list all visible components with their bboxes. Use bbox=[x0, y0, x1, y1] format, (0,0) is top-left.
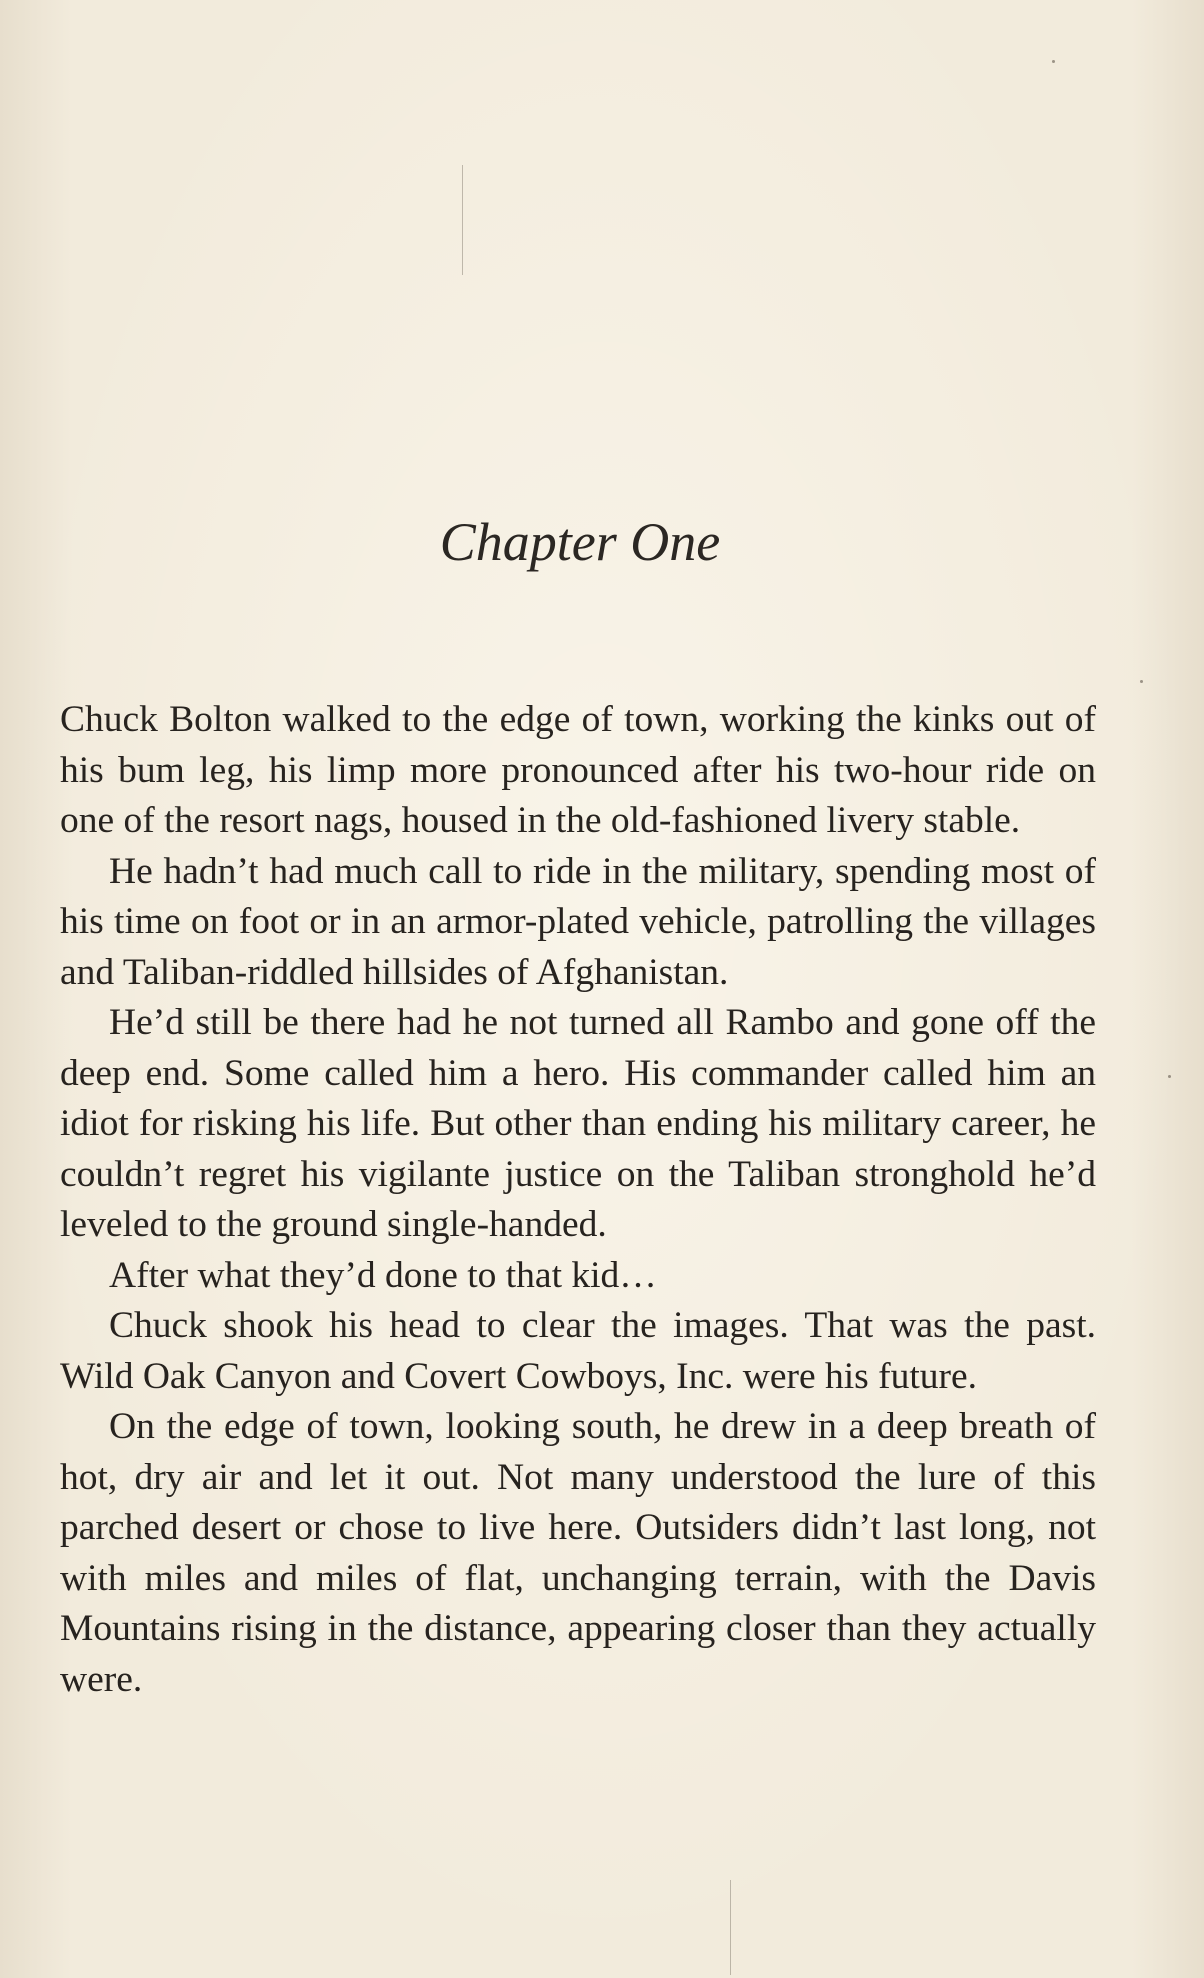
chapter-body bbox=[60, 695, 1096, 1705]
paragraph: Chuck Bolton walked to the edge of town, working the kinks out of his bum leg, his limp more pronounced after his two-hour ride on one of the resort nags, housed in the old-fashioned livery stable. bbox=[60, 699, 1096, 841]
page-crease-lower bbox=[730, 1880, 731, 1975]
ink-speck bbox=[1052, 60, 1055, 63]
chapter-title: Chapter One bbox=[439, 512, 721, 572]
ink-speck bbox=[1168, 1075, 1171, 1078]
paragraph: Chuck shook his head to clear the images. That was the past. Wild Oak Canyon and Covert Cowboys, Inc. were his future. bbox=[60, 1305, 1096, 1397]
paragraph: On the edge of town, looking south, he drew in a deep breath of hot, dry air and let it out. Not many understood the lure of this parched desert or chose to live here. Outsiders didn’t last long, not with miles and miles of flat, unchanging terrain, with the Davis Mountains rising in the distance, appearing closer than they actually were. bbox=[60, 1406, 1096, 1700]
paragraph: After what they’d done to that kid… bbox=[109, 1254, 657, 1296]
ink-speck bbox=[1140, 680, 1143, 683]
paragraph: He hadn’t had much call to ride in the military, spending most of his time on foot or in an armor-plated vehicle, patrolling the villages and Taliban-riddled hillsides of Afghanistan. bbox=[60, 850, 1096, 993]
page-crease-upper bbox=[462, 165, 463, 275]
paragraph: He’d still be there had he not turned all Rambo and gone off the deep end. Some called him a hero. His commander called him an idiot for risking his life. But other than ending his military career, he couldn’t regret his vigilante justice on the Taliban stronghold he’d leveled to the ground single-handed. bbox=[60, 1002, 1096, 1245]
